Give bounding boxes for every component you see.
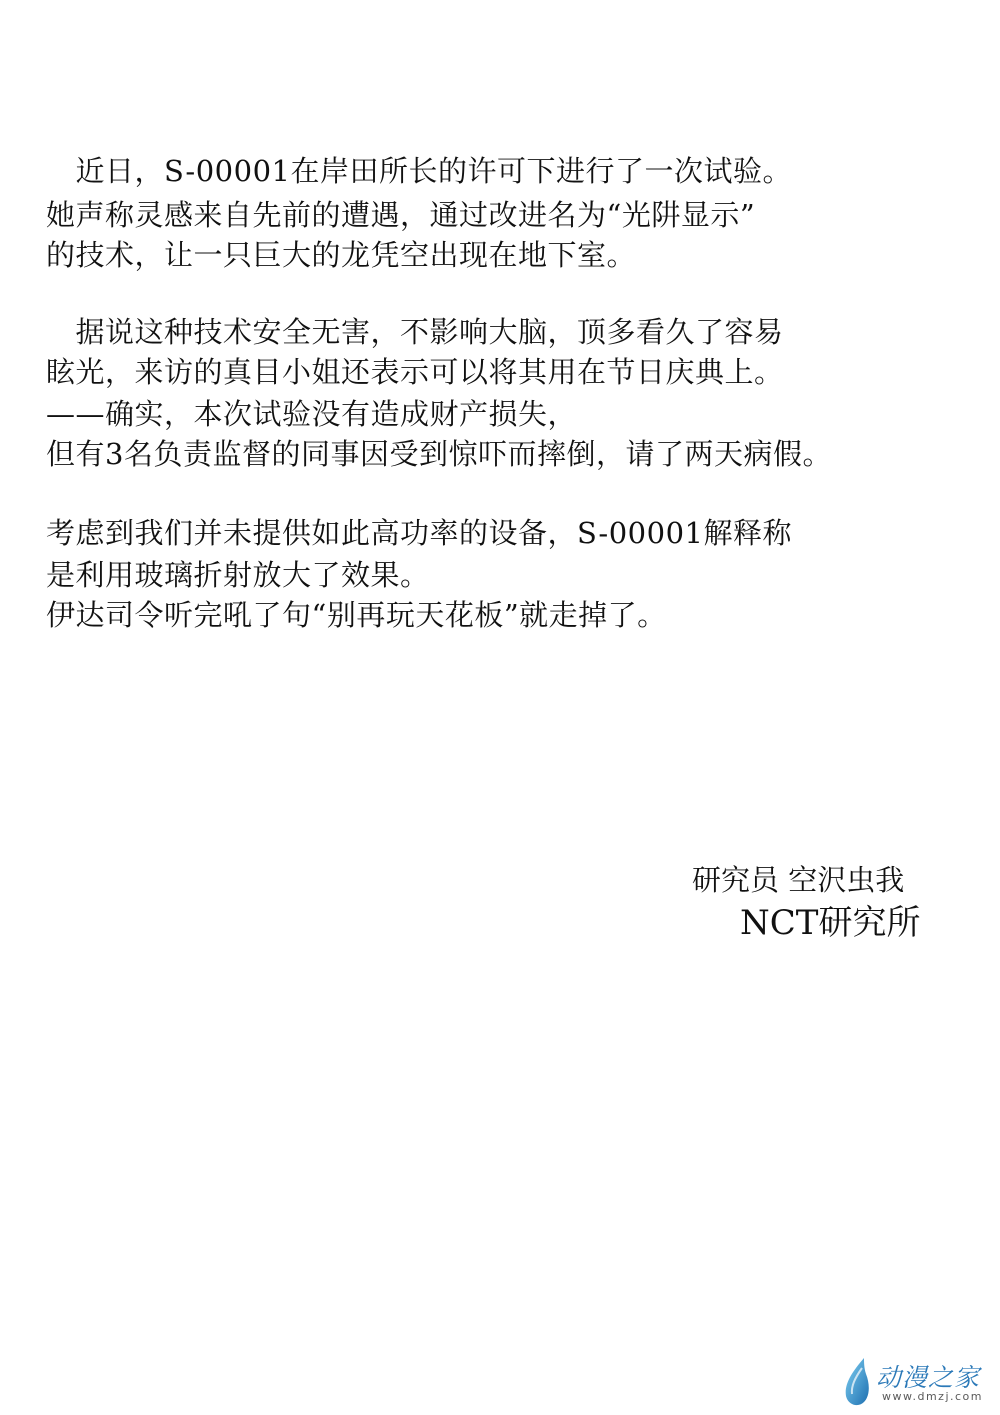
paragraph-3-line-2: 是利用玻璃折射放大了效果。 xyxy=(46,558,430,592)
signature-researcher: 研究员 空沢虫我 xyxy=(692,863,905,897)
paragraph-3-line-3: 伊达司令听完吼了句“别再玩天花板”就走掉了。 xyxy=(46,598,667,632)
paragraph-1-line-3: 的技术，让一只巨大的龙凭空出现在地下室。 xyxy=(46,238,637,272)
watermark-url: www.dmzj.com xyxy=(882,1390,983,1403)
paragraph-2-line-4: 但有3名负责监督的同事因受到惊吓而摔倒，请了两天病假。 xyxy=(46,437,832,471)
signature-institute: NCT研究所 xyxy=(740,903,921,943)
paragraph-3-line-1: 考虑到我们并未提供如此高功率的设备，S-00001解释称 xyxy=(46,516,792,550)
water-drop-icon xyxy=(842,1356,872,1408)
paragraph-2-line-1: 据说这种技术安全无害，不影响大脑，顶多看久了容易 xyxy=(46,315,784,349)
paragraph-1-line-2: 她声称灵感来自先前的遭遇，通过改进名为“光阱显示” xyxy=(46,198,756,232)
watermark-logo xyxy=(842,1356,992,1408)
paragraph-2-line-2: 眩光，来访的真目小姐还表示可以将其用在节日庆典上。 xyxy=(46,355,784,389)
paragraph-2-line-3: ——确实，本次试验没有造成财产损失， xyxy=(46,397,578,431)
watermark-brand: 动漫之家 xyxy=(876,1363,981,1392)
paragraph-1-line-1: 近日，S-00001在岸田所长的许可下进行了一次试验。 xyxy=(46,154,792,188)
